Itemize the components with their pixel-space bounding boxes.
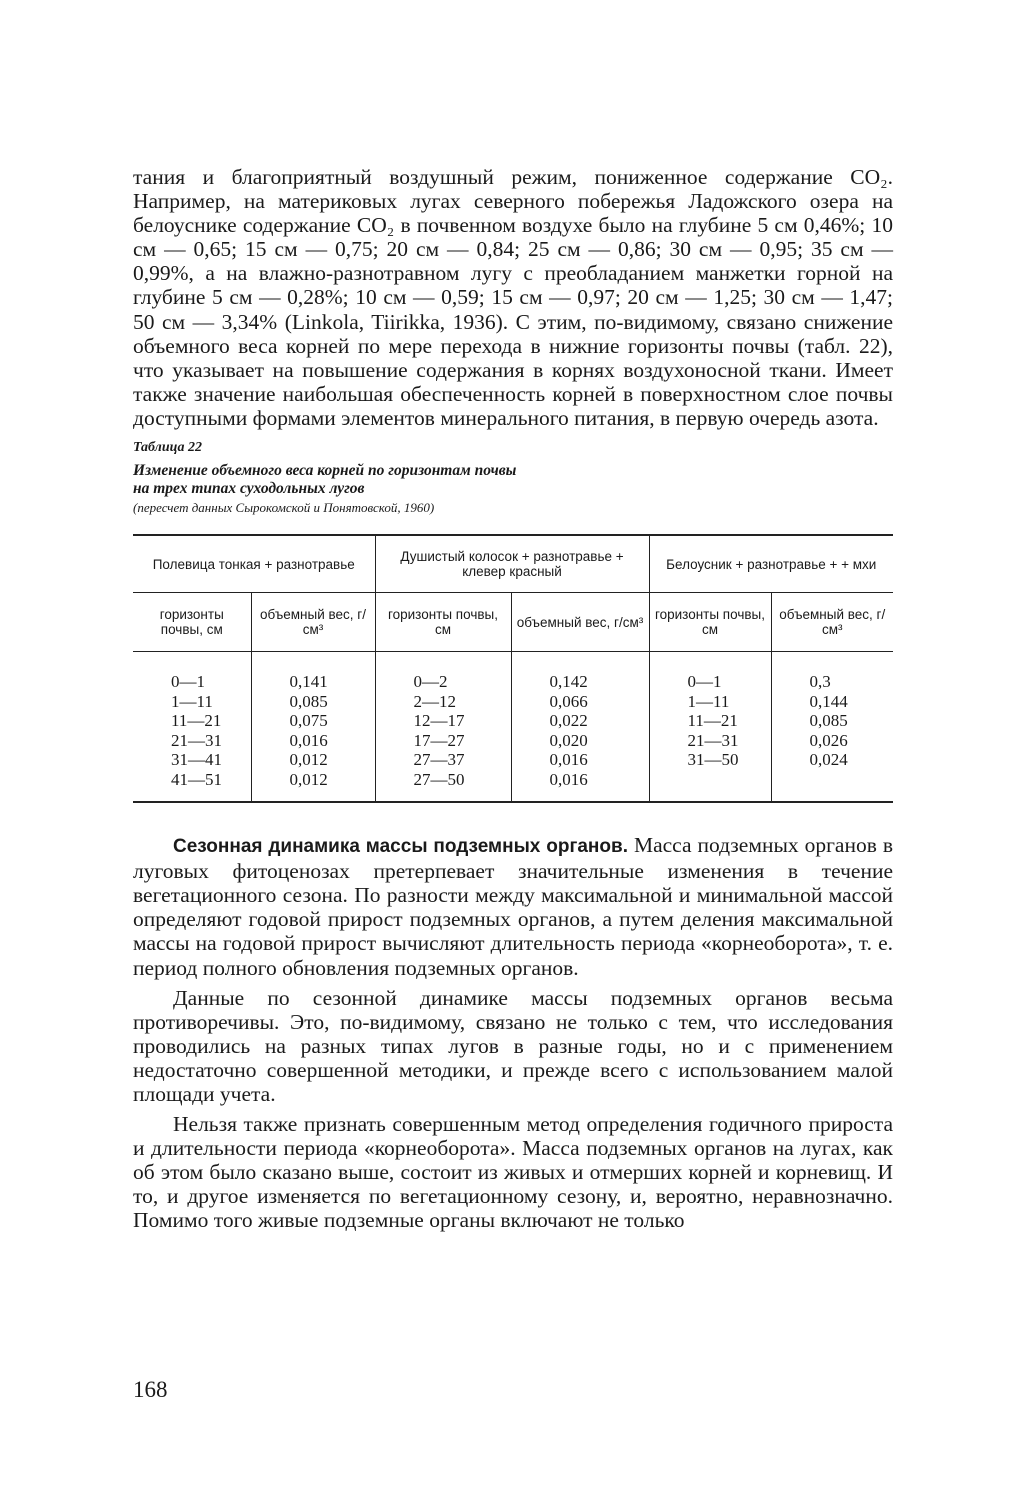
group2-weights-cell: 0,016: [549, 769, 588, 789]
group3-horizons-cell: 0—1: [687, 672, 722, 692]
group2-horizons-cell: 27—50: [413, 769, 465, 789]
group3-weights-cell: 0,026: [809, 730, 848, 750]
group1-weights-cell: 0,012: [289, 769, 328, 789]
group2-horizons-cell: 12—17: [413, 711, 465, 731]
group2-horizons-cell: 17—27: [413, 730, 465, 750]
group3-horizons-cell: 1—11: [687, 691, 730, 711]
group3-horizons-cell: 31—50: [687, 750, 739, 770]
group1-horizons-cell: 31—41: [171, 750, 222, 770]
group1-horizons-cell: 11—21: [171, 711, 222, 731]
group-header-3: Белоусник + разнотравье + + мхи: [649, 535, 893, 593]
page-body: [133, 165, 893, 1233]
group3-weights-cell: 0,085: [809, 711, 848, 731]
root-weight-table: [133, 534, 893, 803]
col-header-horizon: горизонты почвы, см: [375, 593, 511, 652]
group3-weights: [771, 652, 893, 803]
group3-horizons: [649, 652, 771, 803]
group1-horizons: [133, 652, 251, 803]
group1-horizons-cell: 21—31: [171, 730, 222, 750]
col-header-weight: объемный вес, г/см³: [251, 593, 375, 652]
group2-weights-cell: 0,016: [549, 750, 588, 770]
group2-weights-cell: 0,022: [549, 711, 588, 731]
group1-weights-cell: 0,012: [289, 750, 328, 770]
group2-horizons-cell: 2—12: [413, 691, 456, 711]
group1-weights: [251, 652, 375, 803]
table-title-line-1: Изменение объемного веса корней по горизонтам почвы: [133, 462, 517, 480]
col-header-horizon: горизонты почвы, см: [133, 593, 251, 652]
group3-weights-cell: 0,024: [809, 750, 848, 770]
table-title-line-2: на трех типах суходольных лугов: [133, 480, 365, 498]
group3-horizons-cell: 21—31: [687, 730, 739, 750]
table-source: (пересчет данных Сырокомской и Понятовской, 1960): [133, 500, 435, 516]
group1-weights-cell: 0,075: [289, 711, 328, 731]
table-title: [133, 462, 893, 498]
group2-weights-cell: 0,142: [549, 672, 588, 692]
group2-weights-cell: 0,066: [549, 691, 588, 711]
paragraph-seasonal: [133, 833, 893, 980]
col-header-weight: объемный вес, г/см³: [771, 593, 893, 652]
group2-weights: [511, 652, 649, 803]
col-header-horizon: горизонты почвы, см: [649, 593, 771, 652]
paragraph-co2: тания и благоприятный воздушный режим, пониженное содержание CO₂. Например, на материковых лугах северного побережья Ладожского озера на белоуснике содержание CO₂ в почвенном воздухе было на глубине 5 см 0,46%; 10 см — 0,65; 15 см — 0,75; 20 см — 0,84; 25 см — 0,86; 30 см — 0,95; 35 см — 0,99%, а на влажно-разнотравном лугу с преобладанием манжетки горной на глубине 5 см — 0,28%; 10 см — 0,59; 15 см — 0,97; 20 см — 1,25; 30 см — 1,47; 50 см — 3,34% (Linkola, Tiirikka, 1936). С этим, по-видимому, связано снижение объемного веса корней по мере перехода в нижние горизонты почвы (табл. 22), что указывает на повышение содержания в корнях воздухоносной ткани. Имеет также значение наибольшая обеспеченность корней в поверхностном слое почвы доступными формами элементов минерального питания, в первую очередь азота.: [133, 165, 893, 430]
group3-weights-cell: 0,3: [809, 672, 831, 692]
group1-horizons-cell: 41—51: [171, 769, 222, 789]
group-header-2: Душистый колосок + разнотравье + клевер красный: [375, 535, 649, 593]
table-caption: Таблица 22: [133, 440, 202, 456]
section-heading: Сезонная динамика массы подземных органов.: [173, 836, 628, 858]
col-header-weight: объемный вес, г/см³: [511, 593, 649, 652]
paragraph-seasonal-text: Масса подземных органов в луговых фитоценозах претерпевает значительные изменения в течение вегетационного сезона. По разности между максимальной и минимальной массой определяют годовой прирост подземных органов, а путем деления максимальной массы на годовой прирост вычисляют длительность периода «корнеоборота», т. е. период полного обновления подземных органов.: [133, 833, 894, 980]
group2-horizons: [375, 652, 511, 803]
group3-weights-cell: 0,144: [809, 691, 848, 711]
paragraph-method: Нельзя также признать совершенным метод определения годичного прироста и длительности периода «корнеоборота». Масса подземных органов на лугах, как об этом было сказано выше, состоит из живых и отмерших корней и корневищ. И то, и другое изменяется по вегетационному сезону, и, вероятно, неравнозначно. Помимо того живые подземные органы включают не только: [133, 1112, 893, 1233]
group2-horizons-cell: 0—2: [413, 672, 448, 692]
paragraph-data: Данные по сезонной динамике массы подземных органов весьма противоречивы. Это, по-видимому, связано не только с тем, что исследования проводились на разных типах лугов в разные годы, но и с применением недостаточно совершенной методики, и прежде всего с использованием малой площади учета.: [133, 985, 893, 1106]
group3-horizons-cell: 11—21: [687, 711, 738, 731]
group2-weights-cell: 0,020: [549, 730, 588, 750]
group1-horizons-cell: 0—1: [171, 672, 205, 692]
group2-horizons-cell: 27—37: [413, 750, 465, 770]
group1-horizons-cell: 1—11: [171, 691, 213, 711]
group-header-1: Полевица тонкая + разнотравье: [133, 535, 375, 593]
group1-weights-cell: 0,141: [289, 672, 328, 692]
page-number: 168: [133, 1377, 168, 1402]
group1-weights-cell: 0,085: [289, 691, 328, 711]
group1-weights-cell: 0,016: [289, 730, 328, 750]
